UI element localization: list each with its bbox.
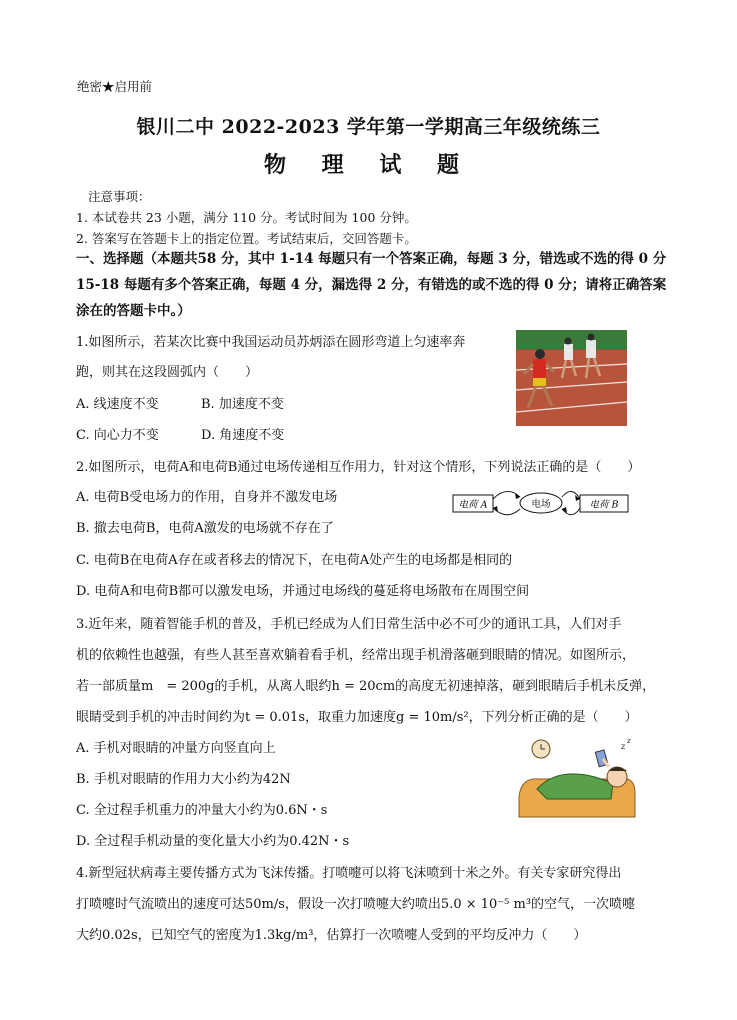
question-2-stem: 2.如图所示，电荷A和电荷B通过电场传递相互作用力，针对这个情形，下列说法正确的是（ ） [76,460,641,475]
question-2-option-b: B. 撤去电荷B，电荷A激发的电场就不存在了 [76,521,334,536]
question-1-options [76,393,284,412]
question-3-option-d: D. 全过程手机动量的变化量大小约为0.42N・s [76,834,350,849]
question-4-stem: 打喷嚏时气流喷出的速度可达50m/s，假设一次打喷嚏大约喷出5.0 × 10⁻⁵ m³的空气，一次喷嚏 [76,897,636,912]
svg-text:z: z [627,737,631,745]
question-1-stem: 跑，则其在这段圆弧内（ ） [76,365,259,380]
option: C. 向心力不变 [76,428,159,443]
question-3-option-c: C. 全过程手机重力的冲量大小约为0.6N・s [76,803,328,818]
question-3-option-b: B. 手机对眼睛的作用力大小约为42N [76,772,291,787]
question-3-option-a: A. 手机对眼睛的冲量方向竖直向上 [76,741,276,756]
question-3-stem: 3.近年来，随着智能手机的普及，手机已经成为人们日常生活中必不可少的通讯工具，人们对手 [76,617,622,632]
field-label: 电场 [531,499,551,510]
svg-text:z: z [621,742,626,751]
sprinter-photo [516,330,627,426]
question-4-stem: 大约0.02s，已知空气的密度为1.3kg/m³，估算打一次喷嚏人受到的平均反冲力（ ） [76,928,587,943]
question-1-stem: 1.如图所示，若某次比赛中我国运动员苏炳添在圆形弯道上匀速率奔 [76,335,466,350]
question-4-stem: 4.新型冠状病毒主要传播方式为飞沫传播。打喷嚏可以将飞沫喷到十米之外。有关专家研究得出 [76,866,622,881]
confidential-mark: 绝密★启用前 [77,79,153,94]
option: A. 线速度不变 [76,397,159,412]
question-3-stem: 若一部质量m = 200g的手机，从离人眼约h = 20cm的高度无初速掉落，砸到眼睛后手机未反弹， [76,679,656,694]
question-2-option-c: C. 电荷B在电荷A存在或者移去的情况下，在电荷A处产生的电场都是相同的 [76,553,513,568]
lying-person-phone-cartoon [517,737,637,823]
section-heading: 涂在的答题卡中。） [76,303,191,319]
question-3-stem: 眼睛受到手机的冲击时间约为t = 0.01s，取重力加速度g = 10m/s²，下列分析正确的是（ ） [76,710,638,725]
question-3-stem: 机的依赖性也越强，有些人甚至喜欢躺着看手机，经常出现手机滑落砸到眼睛的情况。如图所示， [76,648,636,663]
notice-item: 2. 答案写在答题卡上的指定位置。考试结束后，交回答题卡。 [76,231,417,246]
question-1-options [76,424,285,443]
charge-a-label: 电荷 A [458,499,488,511]
question-2-option-d: D. 电荷A和电荷B都可以激发电场，并通过电场线的蔓延将电场散布在周围空间 [76,584,530,599]
option: B. 加速度不变 [201,397,284,412]
notice-item: 1. 本试卷共 23 小题，满分 110 分。考试时间为 100 分钟。 [76,210,417,225]
exam-title: 银川二中 2022-2023 学年第一学期高三年级统练三 [136,116,601,138]
section-heading: 一、选择题（本题共58 分，其中 1-14 每题只有一个答案正确，每题 3 分，错选或不选的得 0 分 [76,251,667,267]
charge-field-diagram [452,483,630,523]
charge-b-label: 电荷 B [589,499,619,511]
notice-title: 注意事项： [88,189,151,204]
section-heading: 15-18 每题有多个答案正确，每题 4 分，漏选得 2 分，有错选的或不选的得 0 分；请将正确答案 [76,277,667,293]
option: D. 角速度不变 [201,428,285,443]
exam-subtitle: 物 理 试 题 [264,152,473,178]
question-2-option-a: A. 电荷B受电场力的作用，自身并不激发电场 [76,490,338,505]
